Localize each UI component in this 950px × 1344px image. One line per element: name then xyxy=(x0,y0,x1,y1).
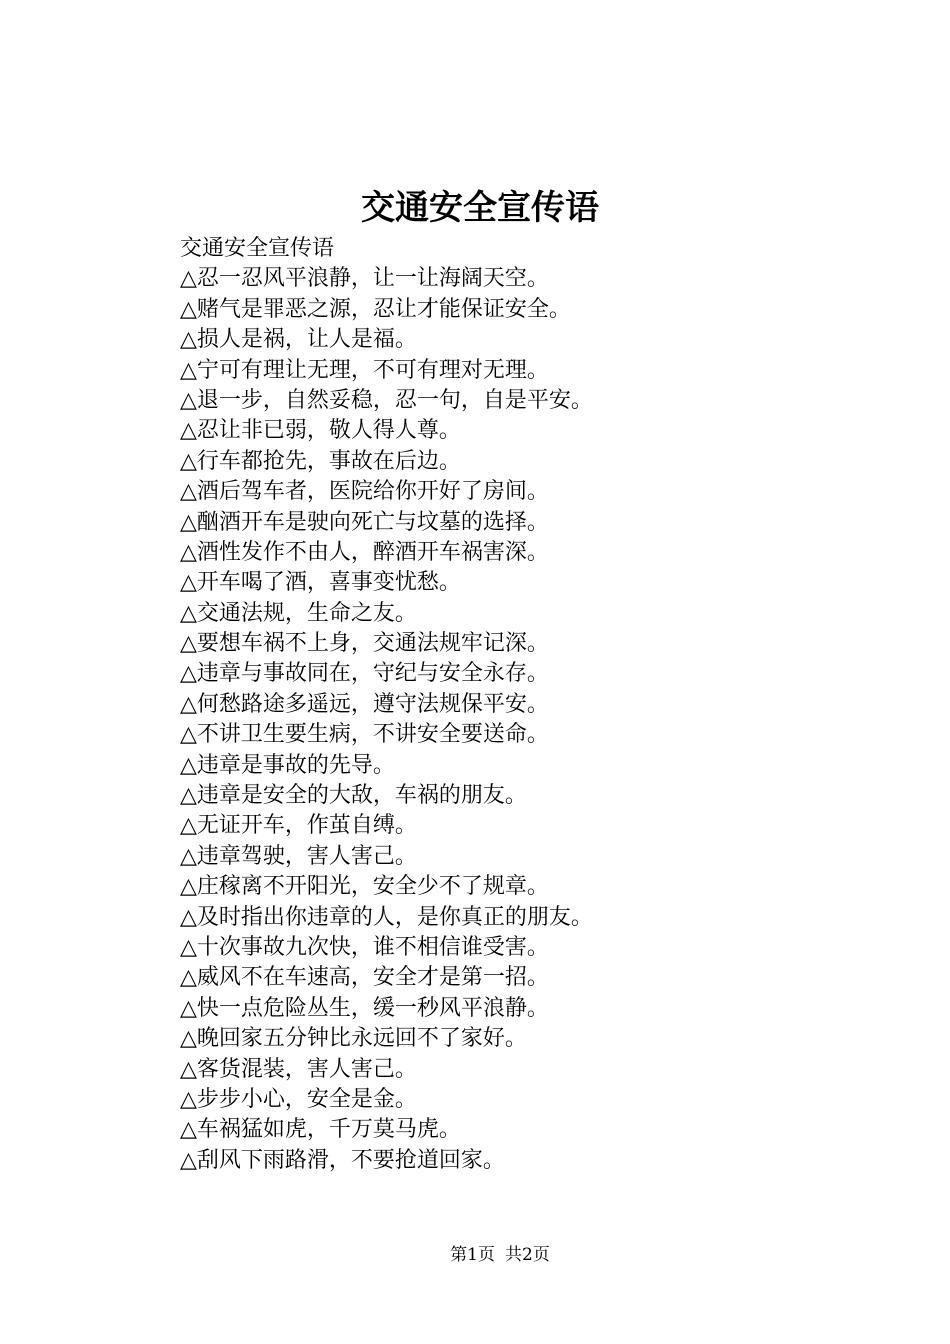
slogan-line: △及时指出你违章的人，是你真正的朋友。 xyxy=(180,904,593,930)
document-body xyxy=(180,234,880,1176)
slogan-line: △酒性发作不由人，醉酒开车祸害深。 xyxy=(180,539,549,565)
slogan-line: △忍让非已弱，敬人得人尊。 xyxy=(180,418,461,444)
slogan-line: △开车喝了酒，喜事变忧愁。 xyxy=(180,570,461,596)
slogan-line: △客货混装，害人害己。 xyxy=(180,1056,417,1082)
slogan-line: △车祸猛如虎，千万莫马虎。 xyxy=(180,1117,461,1143)
slogan-line: △违章是事故的先导。 xyxy=(180,752,395,778)
slogan-line: △违章驾驶，害人害己。 xyxy=(180,843,417,869)
slogan-line: △十次事故九次快，谁不相信谁受害。 xyxy=(180,934,549,960)
slogan-line: △忍一忍风平浪静，让一让海阔天空。 xyxy=(180,266,549,292)
slogan-line: △酒后驾车者，医院给你开好了房间。 xyxy=(180,479,549,505)
slogan-line: △威风不在车速高，安全才是第一招。 xyxy=(180,965,549,991)
slogan-line: △不讲卫生要生病，不讲安全要送命。 xyxy=(180,722,549,748)
slogan-line: △损人是祸，让人是福。 xyxy=(180,327,417,353)
page-footer xyxy=(0,1244,950,1266)
slogan-line: △交通法规，生命之友。 xyxy=(180,600,417,626)
slogan-line: △无证开车，作茧自缚。 xyxy=(180,813,417,839)
slogan-line: △刮风下雨路滑，不要抢道回家。 xyxy=(180,1147,505,1173)
slogan-line: △行车都抢先，事故在后边。 xyxy=(180,448,461,474)
slogan-line: △违章是安全的大敌，车祸的朋友。 xyxy=(180,783,527,809)
slogan-line: △晚回家五分钟比永远回不了家好。 xyxy=(180,1026,527,1052)
document-title: 交通安全宣传语 xyxy=(361,188,599,228)
page-number: 第1页 xyxy=(450,1245,495,1265)
slogan-line: △赌气是罪恶之源，忍让才能保证安全。 xyxy=(180,296,571,322)
slogan-line: △步步小心，安全是金。 xyxy=(180,1086,417,1112)
slogan-line: △何愁路途多遥远，遵守法规保平安。 xyxy=(180,691,549,717)
body-line: 交通安全宣传语 xyxy=(180,236,335,261)
slogan-line: △酗酒开车是驶向死亡与坟墓的选择。 xyxy=(180,509,549,535)
slogan-line: △违章与事故同在，守纪与安全永存。 xyxy=(180,661,549,687)
slogan-line: △宁可有理让无理，不可有理对无理。 xyxy=(180,357,549,383)
slogan-line: △庄稼离不开阳光，安全少不了规章。 xyxy=(180,874,549,900)
page-total: 共2页 xyxy=(505,1245,550,1265)
slogan-line: △退一步，自然妥稳，忍一句，自是平安。 xyxy=(180,387,593,413)
slogan-line: △快一点危险丛生，缓一秒风平浪静。 xyxy=(180,995,549,1021)
slogan-line: △要想车祸不上身，交通法规牢记深。 xyxy=(180,631,549,657)
